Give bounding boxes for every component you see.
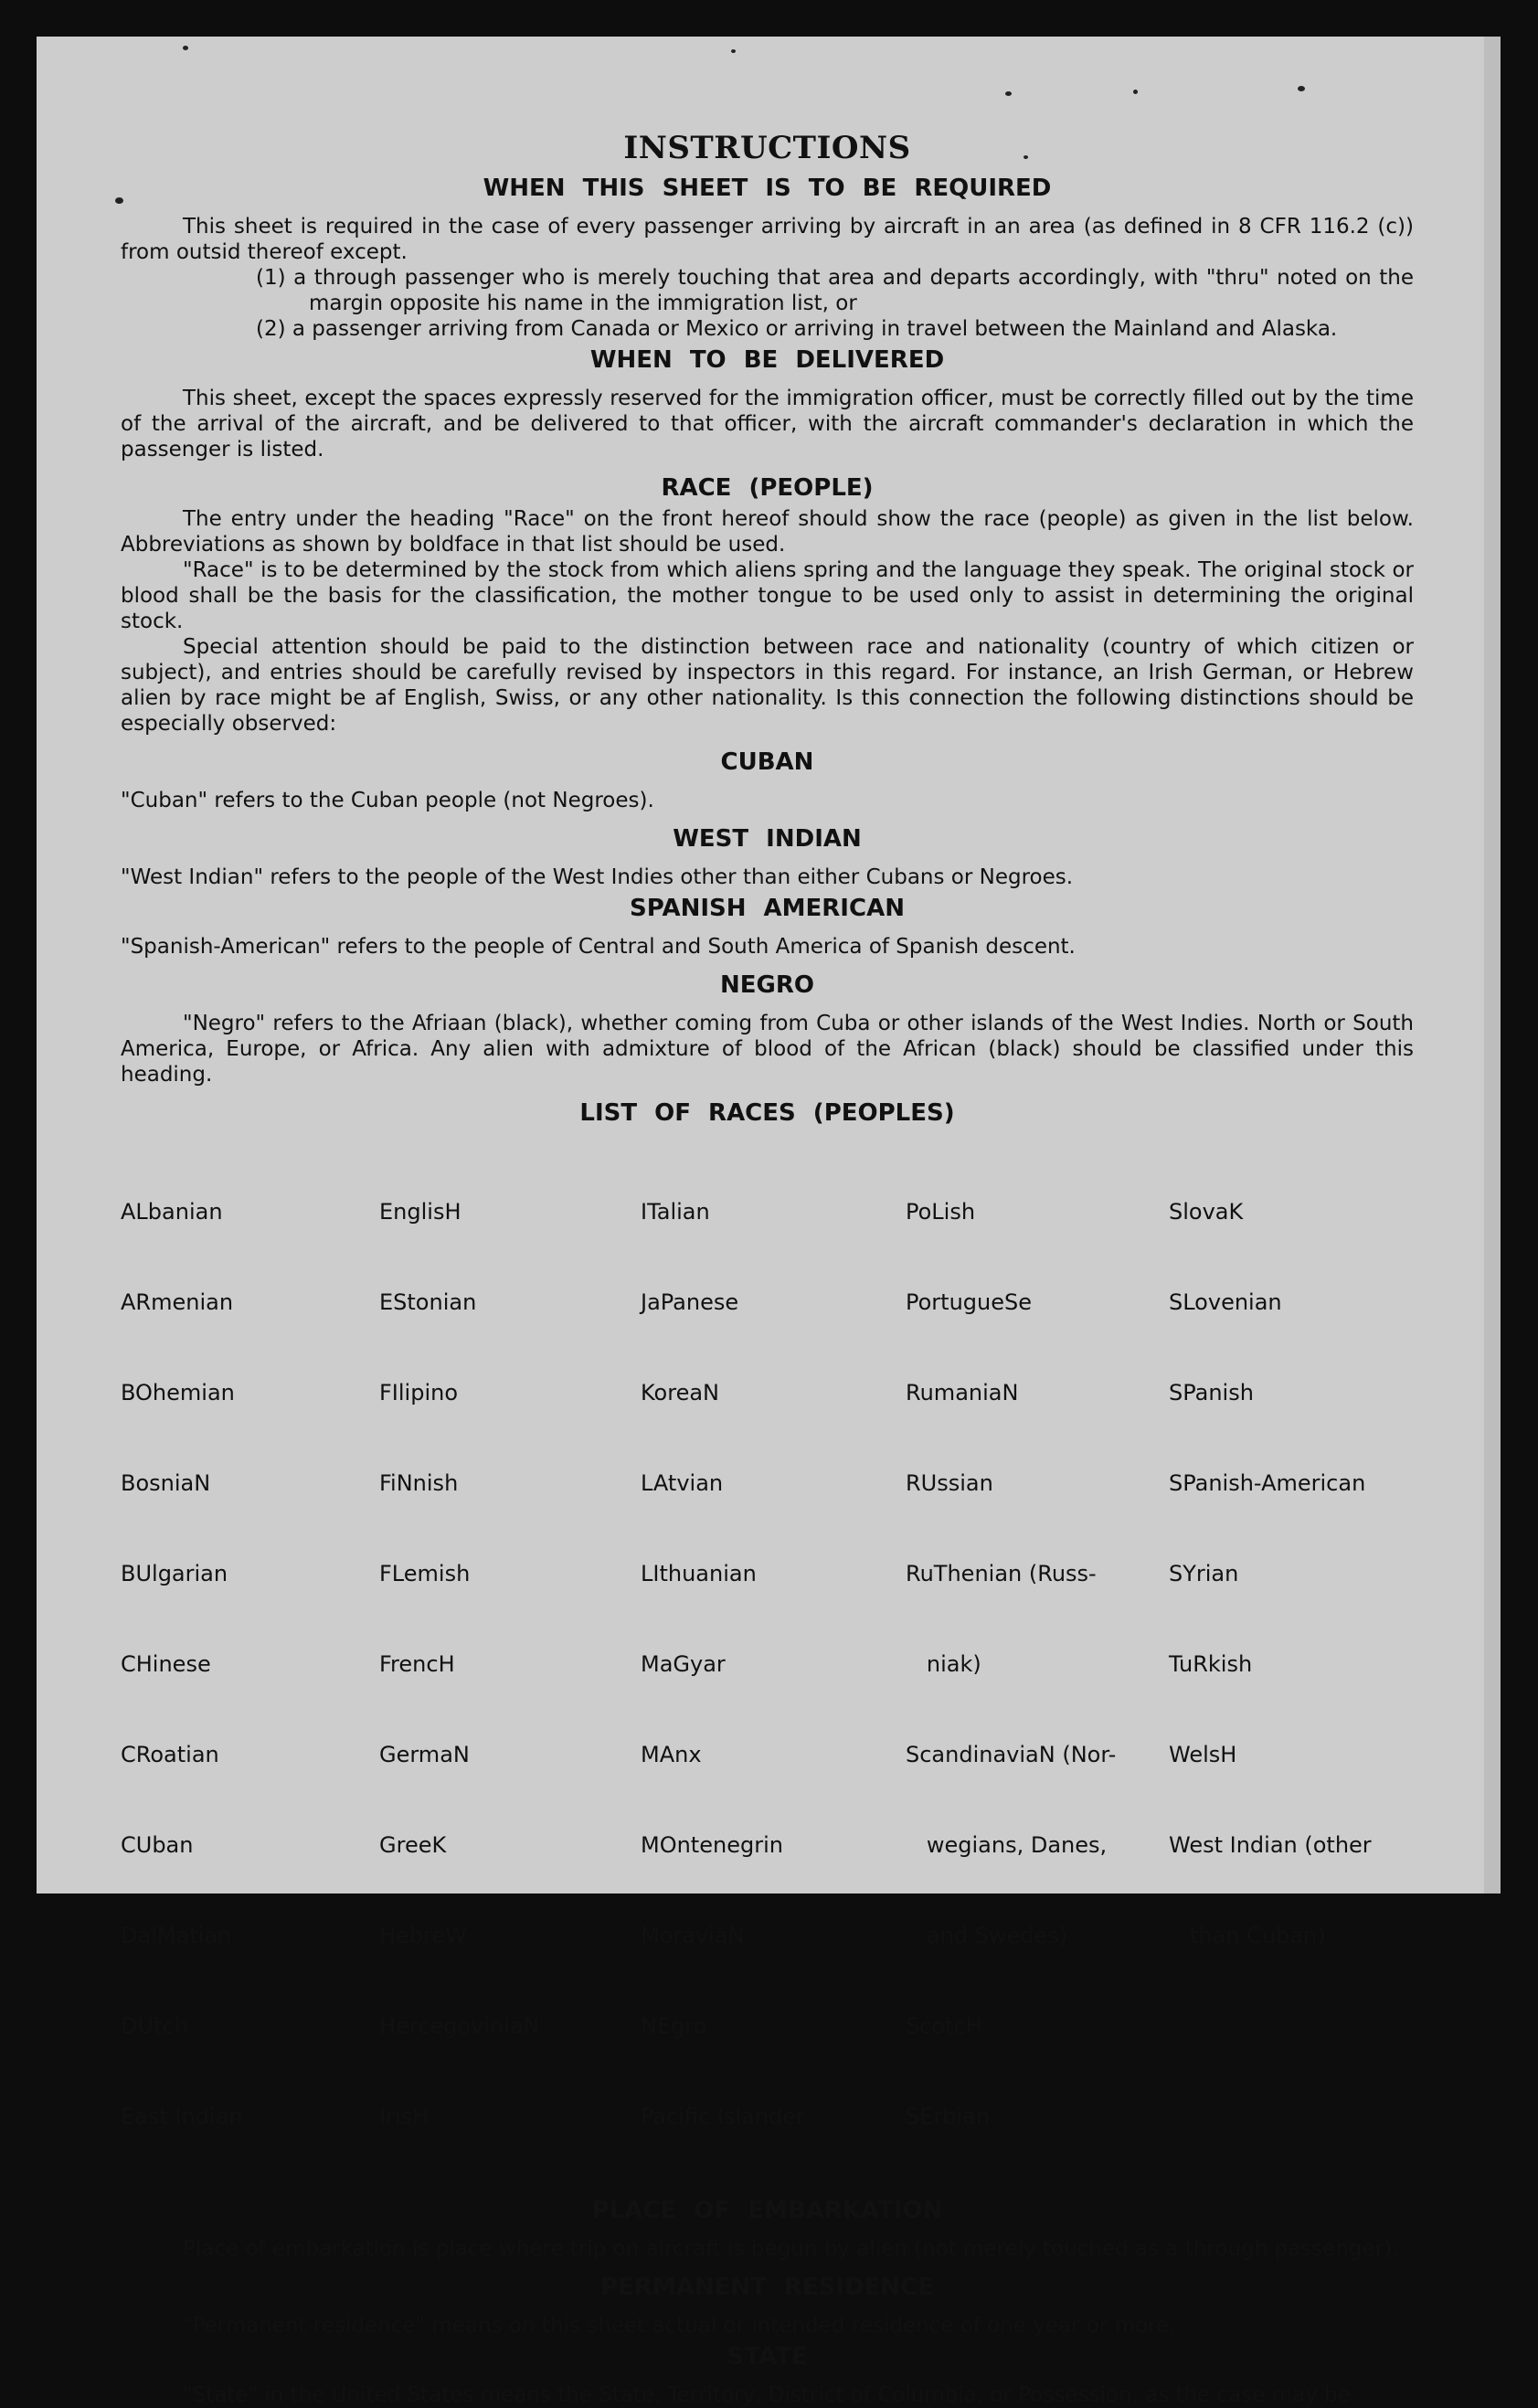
- heading-list-of-races: LIST OF RACES (PEOPLES): [579, 1099, 955, 1127]
- required-item-1: (1) a through passenger who is merely touching that area and departs accordingly, with "thru" noted on the margin opposite his name in the immigration list, or: [256, 266, 1414, 315]
- heading-cuban: CUBAN: [720, 748, 814, 776]
- race-entry: LAtvian: [641, 1470, 724, 1496]
- race-entry: SLovenian: [1169, 1289, 1282, 1315]
- race-entry: JaPanese: [641, 1289, 739, 1315]
- race-entry: EnglisH: [379, 1199, 461, 1225]
- race-entry: West Indian (other: [1169, 1832, 1372, 1858]
- heading-spanish-american: SPANISH AMERICAN: [630, 895, 905, 922]
- race-entry: RuThenian (Russ-: [906, 1561, 1097, 1586]
- race-entry: East Indian: [121, 2104, 243, 2129]
- race-entry: BosniaN: [121, 1470, 211, 1496]
- race-entry: MaGyar: [641, 1651, 726, 1677]
- race-entry: wegians, Danes,: [906, 1832, 1108, 1858]
- race-entry: CHinese: [121, 1651, 211, 1677]
- race-entry: RUssian: [906, 1470, 993, 1496]
- race-entry: WelsH: [1169, 1742, 1237, 1767]
- race-entry: BOhemian: [121, 1380, 235, 1406]
- race-entry: EStonian: [379, 1289, 477, 1315]
- heading-residence: PERMANENT RESIDENCE: [599, 2274, 935, 2301]
- ink-speck: [1005, 91, 1012, 96]
- heading-state: STATE: [727, 2343, 808, 2371]
- race-entry: PoLish: [906, 1199, 976, 1225]
- races-column-1: [121, 1137, 379, 2192]
- heading-embarkation: PLACE OF EMBARKATION: [591, 2197, 943, 2224]
- cuban-text: "Cuban" refers to the Cuban people (not Negroes).: [121, 789, 654, 812]
- ink-speck: [1133, 90, 1138, 94]
- race-paragraph-2: "Race" is to be determined by the stock from which aliens spring and the language they speak. The original stock or blood shall be the basis for the classification, the mother tongue to be used only to assist in determining the original stock.: [121, 558, 1414, 633]
- race-entry: IrisH: [379, 2104, 430, 2129]
- race-entry: ITalian: [641, 1199, 710, 1225]
- instruction-sheet: [37, 37, 1501, 2407]
- race-entry: FiNnish: [379, 1470, 459, 1496]
- state-text: "State" in the United States means the State, Territory, District of Columbia, or Possession, as the case may be.: [183, 2383, 1358, 2407]
- required-item-2: (2) a passenger arriving from Canada or Mexico or arriving in travel between the Mainland and Alaska.: [256, 317, 1338, 341]
- heading-west-indian: WEST INDIAN: [673, 825, 862, 853]
- race-entry: SYrian: [1169, 1561, 1239, 1586]
- race-entry: GermaN: [379, 1742, 470, 1767]
- race-entry: FrencH: [379, 1651, 455, 1677]
- race-entry: ARmenian: [121, 1289, 234, 1315]
- races-column-3: [641, 1137, 906, 2192]
- delivered-text: This sheet, except the spaces expressly reserved for the immigration officer, must be correctly filled out by the time of the arrival of the aircraft, and be delivered to that officer, with the aircraft commander's declaration in which the passenger is listed.: [121, 387, 1414, 461]
- race-paragraph-3: Special attention should be paid to the distinction between race and nationality (country of which citizen or subject), and entries should be carefully revised by inspectors in this regard. For instance, an Irish German, or Hebrew alien by race might be af English, Swiss, or any other nationality. Is this connection the following distinctions should be especially observed:: [121, 635, 1414, 736]
- race-entry: HebreW: [379, 1923, 467, 1948]
- race-entry: MOntenegrin: [641, 1832, 783, 1858]
- ink-speck: [1024, 155, 1028, 159]
- race-entry: ALbanian: [121, 1199, 223, 1225]
- residence-text: "Permanent residence" means on this sheet actual or intended residence of one year or more.: [183, 2314, 1176, 2338]
- required-intro: This sheet is required in the case of every passenger arriving by aircraft in an area (as defined in 8 CFR 116.2 (c)) from outsid thereof except.: [121, 215, 1414, 264]
- race-entry: NEgro: [641, 2013, 707, 2039]
- heading-negro: NEGRO: [720, 971, 814, 999]
- race-entry: DUtch: [121, 2013, 188, 2039]
- heading-race: RACE (PEOPLE): [661, 474, 874, 502]
- race-entry: KoreaN: [641, 1380, 719, 1406]
- race-entry: CRoatian: [121, 1742, 219, 1767]
- heading-required: WHEN THIS SHEET IS TO BE REQUIRED: [483, 175, 1052, 202]
- ink-speck: [731, 49, 736, 53]
- race-entry: CUban: [121, 1832, 194, 1858]
- page-title: INSTRUCTIONS: [623, 130, 911, 166]
- race-entry: FLemish: [379, 1561, 471, 1586]
- race-entry: PortugueSe: [906, 1289, 1032, 1315]
- west-indian-text: "West Indian" refers to the people of the West Indies other than either Cubans or Negroes.: [121, 865, 1074, 889]
- race-entry: ScotcH: [906, 2013, 982, 2039]
- races-column-5: [1169, 1137, 1388, 2192]
- race-entry: ScandinaviaN (Nor-: [906, 1742, 1117, 1767]
- race-entry: SPanish-American: [1169, 1470, 1366, 1496]
- negro-text: "Negro" refers to the Afriaan (black), whether coming from Cuba or other islands of the West Indies. North or South America, Europe, or Africa. Any alien with admixture of blood of the African (black) should be classified under this heading.: [121, 1012, 1414, 1087]
- spanish-american-text: "Spanish-American" refers to the people of Central and South America of Spanish descent.: [121, 935, 1076, 959]
- race-entry: SPanish: [1169, 1380, 1254, 1406]
- ink-speck: [115, 197, 123, 204]
- races-column-2: [379, 1137, 641, 2192]
- heading-delivered: WHEN TO BE DELIVERED: [589, 346, 945, 374]
- races-column-4: [906, 1137, 1169, 2192]
- race-entry: MoraviaN: [641, 1923, 745, 1948]
- race-entry: Pacific Islander: [641, 2104, 805, 2129]
- race-entry: than Cuban): [1169, 1923, 1326, 1948]
- race-entry: FIlipino: [379, 1380, 459, 1406]
- race-entry: SlovaK: [1169, 1199, 1244, 1225]
- race-entry: BUlgarian: [121, 1561, 228, 1586]
- race-entry: GreeK: [379, 1832, 447, 1858]
- race-entry: and Swedes): [906, 1923, 1068, 1948]
- ink-speck: [1298, 86, 1305, 91]
- race-entry: LIthuanian: [641, 1561, 757, 1586]
- race-paragraph-1: The entry under the heading "Race" on the front hereof should show the race (people) as given in the list below. Abbreviations as shown by boldface in that list should be used.: [121, 507, 1414, 557]
- race-entry: DalMatian: [121, 1923, 232, 1948]
- embarkation-text: Place of embarkation is place where trip on aircraft is begun by alien (not merely touched as a through passenger).: [183, 2237, 1399, 2261]
- race-entry: TuRkish: [1169, 1651, 1253, 1677]
- race-entry: MAnx: [641, 1742, 702, 1767]
- race-entry: HercegoviniaN: [379, 2013, 540, 2039]
- race-entry: RumaniaN: [906, 1380, 1019, 1406]
- race-entry: SErbian: [906, 2104, 991, 2129]
- ink-speck: [183, 46, 188, 50]
- race-entry: niak): [906, 1651, 981, 1677]
- races-list: [121, 1137, 1414, 2192]
